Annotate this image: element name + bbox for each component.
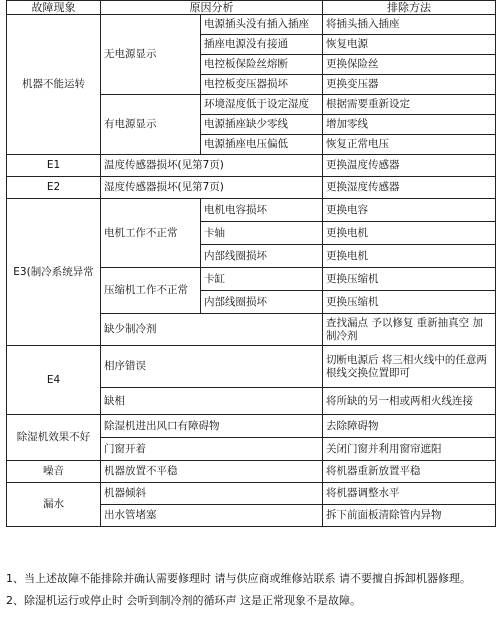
fault-cell: 噪音 [7, 461, 101, 483]
solution-cell: 更换保险丝 [323, 55, 496, 75]
solution-cell: 更换湿度传感器 [323, 177, 496, 199]
solution-cell: 增加零线 [323, 115, 496, 135]
solution-cell: 根据需要重新设定 [323, 95, 496, 115]
solution-cell: 恢复电源 [323, 35, 496, 55]
table-header-row [7, 1, 496, 15]
solution-cell: 将插头插入插座 [323, 15, 496, 35]
table-row [7, 177, 496, 199]
troubleshooting-sheet [6, 0, 495, 527]
cause-cell: 机器放置不平稳 [101, 461, 323, 483]
cause-cell: 除湿机进出风口有障碍物 [101, 415, 323, 438]
fault-cell: E4 [7, 346, 101, 415]
header-solution: 排除方法 [323, 1, 496, 15]
cause-cell: 电源插座缺少零线 [201, 115, 323, 135]
fault-cell: 除湿机效果不好 [7, 415, 101, 461]
cause-cell: 温度传感器损坏(见第7页) [101, 155, 323, 177]
solution-cell: 切断电源后 将三相火线中的任意两根线交换位置即可 [323, 346, 496, 388]
cause-cell: 缺少制冷剂 [101, 314, 323, 346]
cause-cell: 出水管堵塞 [101, 505, 323, 527]
cause-group-cell: 压缩机工作不正常 [101, 268, 201, 314]
cause-cell: 相序错误 [101, 346, 323, 388]
fault-cell: E2 [7, 177, 101, 199]
cause-cell: 内部线圈损坏 [201, 245, 323, 268]
cause-cell: 电控板变压器损坏 [201, 75, 323, 95]
cause-cell: 环境湿度低于设定湿度 [201, 95, 323, 115]
cause-cell: 门窗开着 [101, 438, 323, 461]
cause-group-cell: 电机工作不正常 [101, 199, 201, 268]
cause-group-cell: 有电源显示 [101, 95, 201, 155]
solution-cell: 更换电容 [323, 199, 496, 222]
header-cause: 原因分析 [101, 1, 323, 15]
cause-cell: 电控板保险丝熔断 [201, 55, 323, 75]
cause-cell: 缺相 [101, 388, 323, 415]
solution-cell: 更换电机 [323, 222, 496, 245]
solution-cell: 拆下前面板清除管内异物 [323, 505, 496, 527]
solution-cell: 去除障碍物 [323, 415, 496, 438]
cause-cell: 电机电容损坏 [201, 199, 323, 222]
fault-cell: E1 [7, 155, 101, 177]
fault-cell: E3(制冷系统异常 [7, 199, 101, 346]
cause-cell: 湿度传感器损坏(见第7页) [101, 177, 323, 199]
solution-cell: 将机器调整水平 [323, 483, 496, 505]
solution-cell: 更换变压器 [323, 75, 496, 95]
solution-cell: 更换压缩机 [323, 268, 496, 291]
cause-cell: 电源插座电压偏低 [201, 135, 323, 155]
solution-cell: 更换压缩机 [323, 291, 496, 314]
solution-cell: 将所缺的另一相或两相火线连接 [323, 388, 496, 415]
note-item: 1、当上述故障不能排除并确认需要修理时 请与供应商或维修站联系 请不要擅自拆卸机器修理。 [6, 572, 471, 585]
cause-cell: 卡缸 [201, 268, 323, 291]
solution-cell: 更换电机 [323, 245, 496, 268]
solution-cell: 将机器重新放置平稳 [323, 461, 496, 483]
cause-group-cell: 无电源显示 [101, 15, 201, 95]
solution-cell: 恢复正常电压 [323, 135, 496, 155]
solution-cell: 查找漏点 予以修复 重新抽真空 加制冷剂 [323, 314, 496, 346]
table-row [7, 15, 496, 35]
table-row [7, 199, 496, 222]
table-row [7, 415, 496, 438]
cause-cell: 机器倾斜 [101, 483, 323, 505]
troubleshooting-table [6, 0, 496, 527]
solution-cell: 更换温度传感器 [323, 155, 496, 177]
table-row [7, 461, 496, 483]
cause-cell: 电源插头没有插入插座 [201, 15, 323, 35]
table-row [7, 155, 496, 177]
solution-cell: 关闭门窗并利用窗帘遮阳 [323, 438, 496, 461]
cause-cell: 卡轴 [201, 222, 323, 245]
fault-cell: 漏水 [7, 483, 101, 527]
note-item: 2、除湿机运行或停止时 会听到制冷剂的循环声 这是正常现象不是故障。 [6, 594, 361, 607]
fault-cell: 机器不能运转 [7, 15, 101, 155]
table-row [7, 483, 496, 505]
cause-cell: 插座电源没有接通 [201, 35, 323, 55]
cause-cell: 内部线圈损坏 [201, 291, 323, 314]
notes [6, 568, 495, 612]
header-fault: 故障现象 [7, 1, 101, 15]
table-row [7, 346, 496, 388]
